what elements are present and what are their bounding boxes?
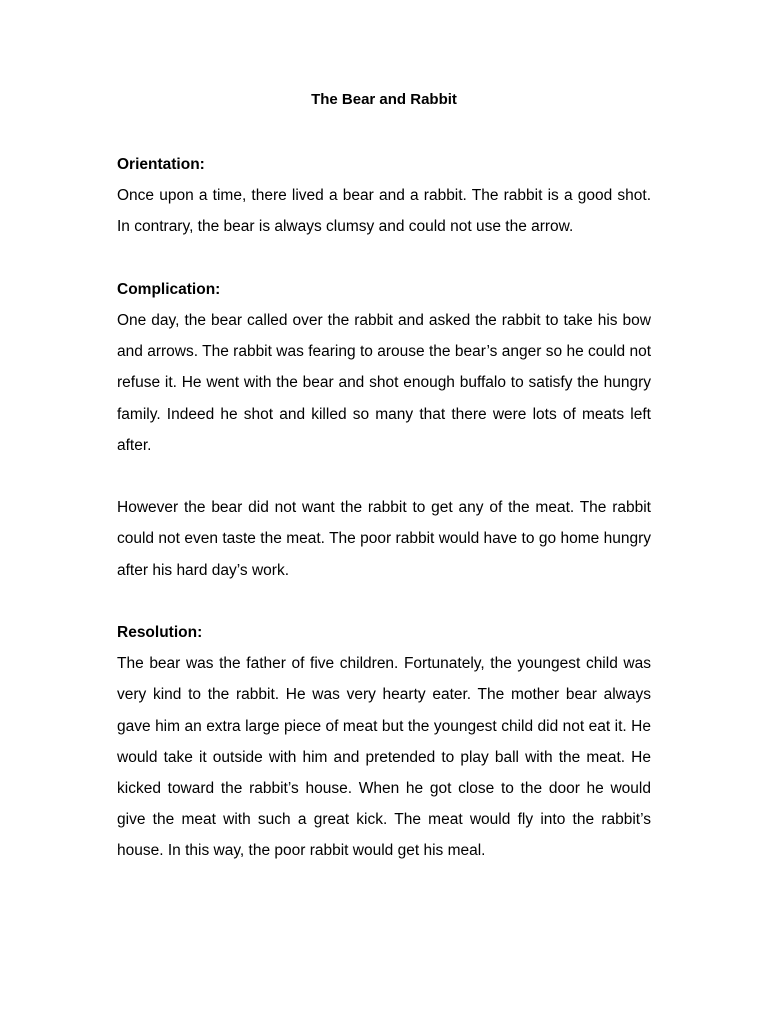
resolution-heading: Resolution: [117,624,203,641]
orientation-heading: Orientation: [117,156,205,173]
orientation-paragraph: Once upon a time, there lived a bear and a rabbit. The rabbit is a good shot. In contrary, the bear is always clumsy and could not use the arrow. [117,187,651,236]
complication-heading: Complication: [117,280,221,298]
document-title: The Bear and Rabbit [311,91,457,108]
paragraph-spacer [117,586,651,617]
document-body [117,149,651,867]
complication-paragraph-1: One day, the bear called over the rabbit and asked the rabbit to take his bow and arrows. The rabbit was fearing to arouse the bear’s anger so he could not refuse it. He went with the bear and shot enough buffalo to satisfy the hungry family. Indeed he shot and killed so many that there were lots of meats left after. [117,312,651,454]
paragraph-spacer [117,461,651,492]
paragraph-spacer [117,243,651,274]
resolution-paragraph: The bear was the father of five children. Fortunately, the youngest child was very kind to the rabbit. He was very hearty eater. The mother bear always gave him an extra large piece of meat but the youngest child did not eat it. He would take it outside with him and pretended to play ball with the meat. He kicked toward the rabbit’s house. When he got close to the door he would give the meat with such a great kick. The meat would fly into the rabbit’s house. In this way, the poor rabbit would get his meal. [117,655,651,860]
complication-paragraph-2: However the bear did not want the rabbit to get any of the meat. The rabbit could not even taste the meat. The poor rabbit would have to go home hungry after his hard day’s work. [117,499,651,579]
